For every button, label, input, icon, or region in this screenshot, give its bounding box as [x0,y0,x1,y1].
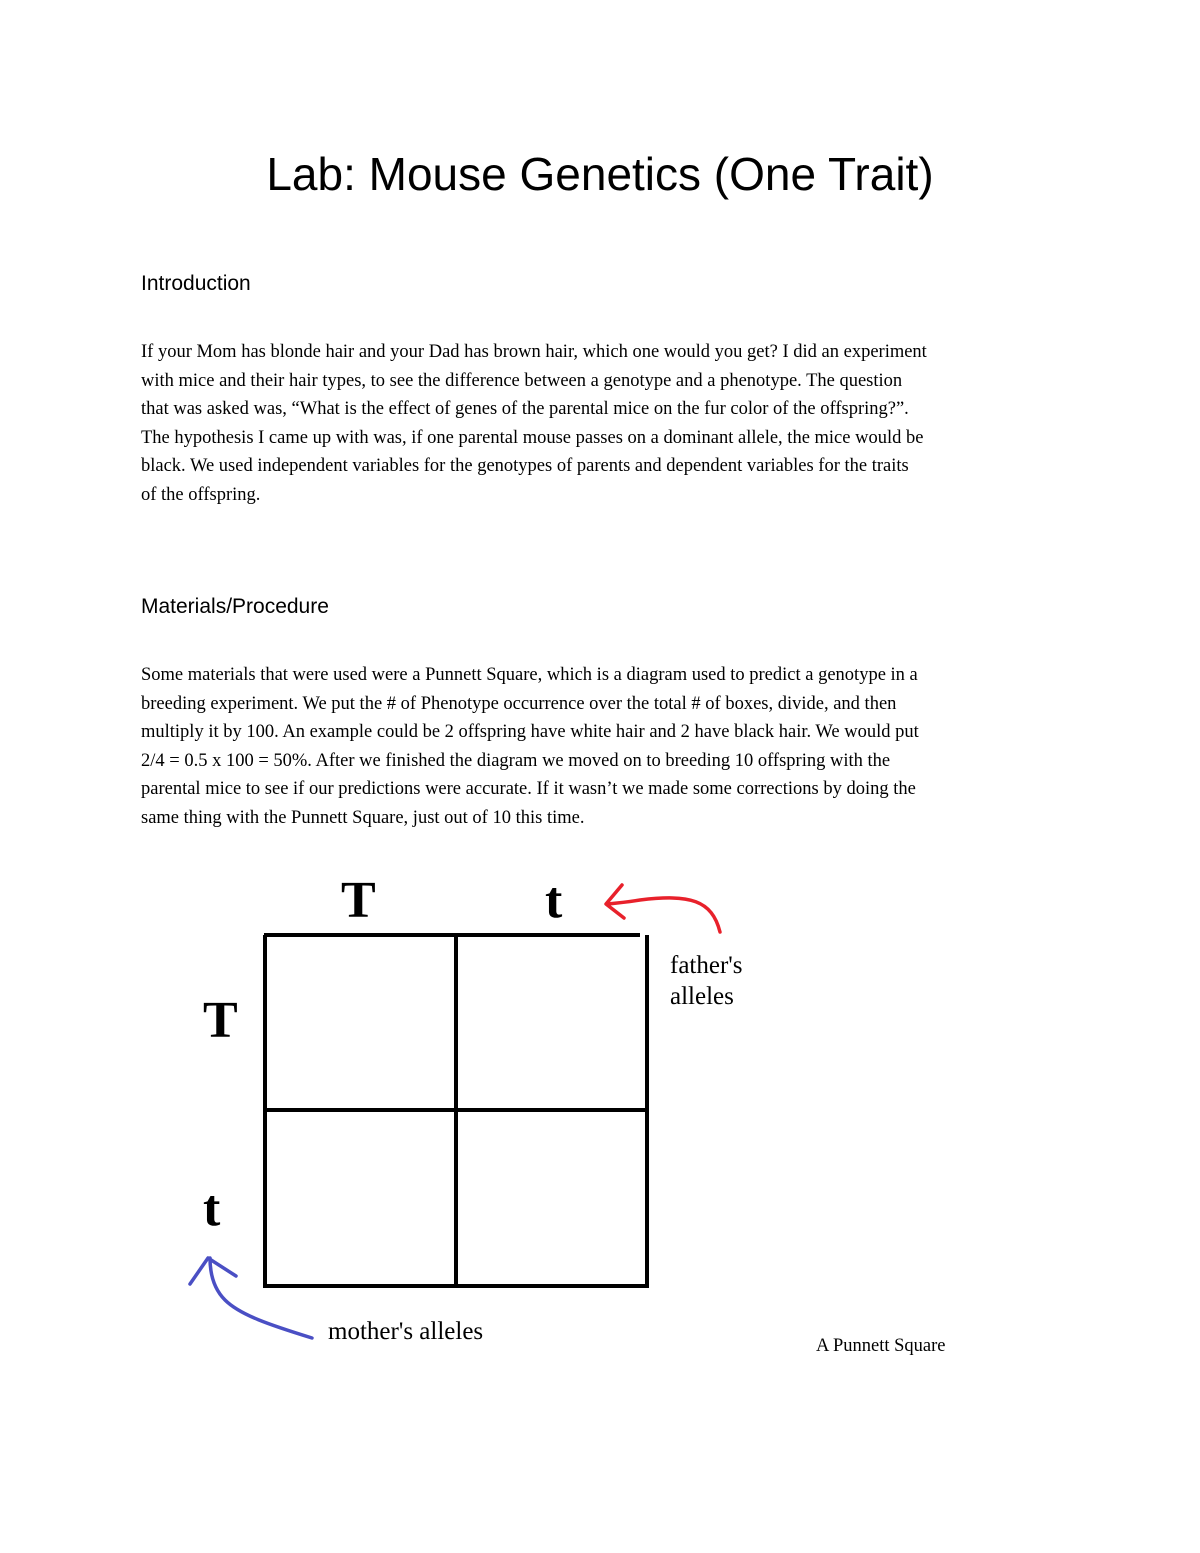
paragraph-line: same thing with the Punnett Square, just out of 10 this time. [141,807,585,828]
paragraph-line: with mice and their hair types, to see the difference between a genotype and a phenotype. The question [141,370,903,391]
punnett-grid [263,935,649,1287]
materials-paragraph [141,661,1063,833]
paragraph-line: Some materials that were used were a Punnett Square, which is a diagram used to predict a genotype in a [141,665,918,685]
paragraph-line: If your Mom has blonde hair and your Dad has brown hair, which one would you get? I did an experiment [141,342,927,362]
side-allele-1: T [203,992,238,1049]
father-alleles-label-line1: father's [670,952,743,979]
introduction-heading: Introduction [141,272,251,295]
paragraph-line: breeding experiment. We put the # of Phenotype occurrence over the total # of boxes, divide, and then [141,693,897,714]
paragraph-line: 2/4 = 0.5 x 100 = 50%. After we finished the diagram we moved on to breeding 10 offspring with the [141,750,891,771]
top-allele-2: t [545,872,563,929]
paragraph-line: black. We used independent variables for the genotypes of parents and dependent variables for the traits [141,456,909,477]
paragraph-line: of the offspring. [141,484,261,505]
paragraph-line: The hypothesis I came up with was, if one parental mouse passes on a dominant allele, the mice would be [141,427,924,448]
mother-arrow-icon [190,1258,312,1338]
materials-heading: Materials/Procedure [141,595,329,618]
diagram-caption: A Punnett Square [816,1336,946,1356]
page-title: Lab: Mouse Genetics (One Trait) [266,148,934,200]
paragraph-line: multiply it by 100. An example could be 2 offspring have white hair and 2 have black hair. We would put [141,722,919,743]
father-arrow-icon [606,885,720,932]
top-allele-1: T [341,872,376,929]
father-alleles-label-line2: alleles [670,983,734,1010]
paragraph-line: parental mice to see if our predictions were accurate. If it wasn’t we made some corrections by doing the [141,779,916,800]
introduction-paragraph [141,338,1063,510]
side-allele-2: t [203,1180,221,1237]
paragraph-line: that was asked was, “What is the effect of genes of the parental mice on the fur color of the offspring?”. [141,399,909,420]
mother-alleles-label: mother's alleles [328,1318,484,1345]
